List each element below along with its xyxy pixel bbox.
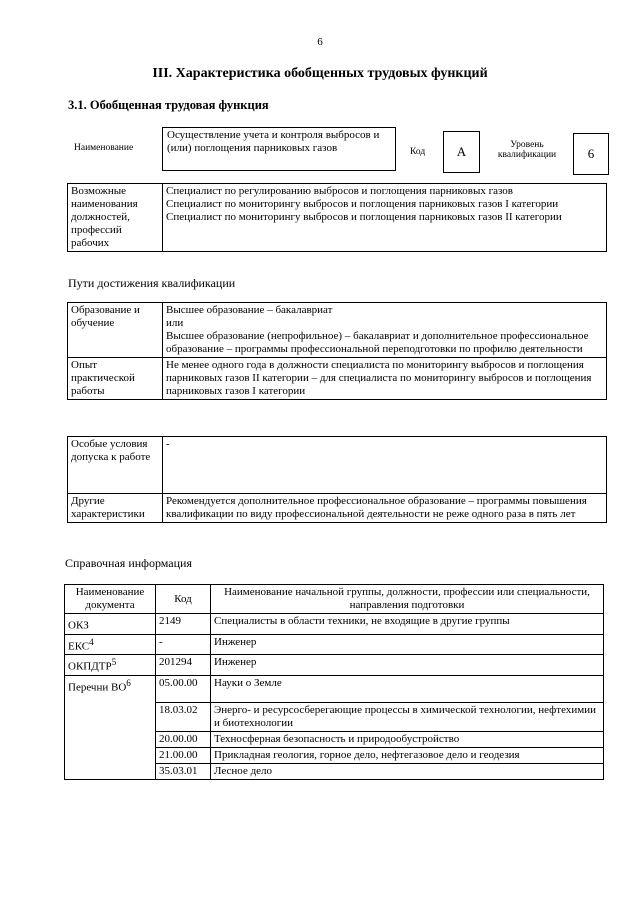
position-item: Специалист по мониторингу выбросов и поглощения парниковых газов II категории [166, 211, 562, 223]
row-code: 2149 [156, 614, 211, 635]
table-row [65, 655, 604, 676]
row-doc: ЕКС$^4$ [65, 634, 156, 655]
row-doc: ОКПДТР$^5$ [65, 655, 156, 676]
row-name: Техносферная безопасность и природообустройство [211, 731, 604, 747]
education-line: или [166, 317, 184, 329]
qualification-table [67, 302, 607, 400]
code-label: Код [410, 147, 426, 157]
row-name: Прикладная геология, горное дело, нефтегазовое дело и геодезия [211, 747, 604, 763]
row-code: 201294 [156, 655, 211, 676]
row-code: 18.03.02 [156, 702, 211, 731]
vo-doc: Перечни $ВО^6$ [65, 675, 156, 779]
row-code: 20.00.00 [156, 731, 211, 747]
special-label: Особые условия допуска к работе [68, 437, 163, 494]
row-name: Лесное дело [211, 763, 604, 779]
name-value: Осуществление учета и контроля выбросов и (или) поглощения парниковых газов [162, 127, 396, 171]
experience-value: Не менее одного года в должности специалиста по мониторингу выбросов и поглощения парниковых газов II категории – для специалиста по мониторингу выбросов и поглощения парниковых газов I категории [163, 358, 607, 400]
positions-table [67, 183, 607, 252]
row-code: 35.03.01 [156, 763, 211, 779]
other-label: Другие характеристики [68, 494, 163, 523]
level-value: 6 [573, 133, 609, 175]
row-name: Специалисты в области техники, не входящие в другие группы [211, 614, 604, 635]
section-title: III. Характеристика обобщенных трудовых функций [152, 66, 488, 81]
reference-heading: Справочная информация [65, 556, 192, 570]
position-item: Специалист по регулированию выбросов и поглощения парниковых газов [166, 185, 513, 197]
positions-list [163, 184, 607, 252]
row-code: 05.00.00 [156, 675, 211, 702]
level-label: Уровень квалификации [497, 140, 557, 160]
row-name: Инженер [211, 655, 604, 676]
row-name: Науки о Земле [211, 675, 604, 702]
row-name: Инженер [211, 634, 604, 655]
education-value [163, 303, 607, 358]
experience-label: Опыт практической работы [68, 358, 163, 400]
reference-table [64, 584, 604, 780]
row-code: 21.00.00 [156, 747, 211, 763]
col-name-header: Наименование начальной группы, должности, профессии или специальности, направления подготовки [211, 585, 604, 614]
positions-label: Возможные наименования должностей, профессий рабочих [68, 184, 163, 252]
row-name: Энерго- и ресурсосберегающие процессы в химической технологии, нефтехимии и биотехнологии [211, 702, 604, 731]
other-value: Рекомендуется дополнительное профессиональное образование – программы повышения квалификации по виду профессиональной деятельности не реже одного раза в пять лет [163, 494, 607, 523]
table-row [65, 675, 604, 702]
function-title: 3.1. Обобщенная трудовая функция [68, 98, 269, 112]
page-number: 6 [317, 36, 323, 48]
name-label: Наименование [74, 143, 134, 153]
table-row [65, 634, 604, 655]
row-code: - [156, 634, 211, 655]
position-item: Специалист по мониторингу выбросов и поглощения парниковых газов I категории [166, 198, 559, 210]
education-line: Высшее образование – бакалавриат [166, 304, 333, 316]
paths-heading: Пути достижения квалификации [68, 276, 236, 290]
education-label: Образование и обучение [68, 303, 163, 358]
col-code-header: Код [156, 585, 211, 614]
education-line: Высшее образование (непрофильное) – бакалавриат и дополнительное профессиональное образование – программы профессиональной переподготовки по профилю деятельности [166, 330, 589, 355]
row-doc: ОКЗ [65, 614, 156, 635]
table-row [65, 614, 604, 635]
conditions-table [67, 436, 607, 523]
col-doc-header: Наименование документа [65, 585, 156, 614]
code-value: А [443, 131, 480, 173]
special-value: - [163, 437, 607, 494]
